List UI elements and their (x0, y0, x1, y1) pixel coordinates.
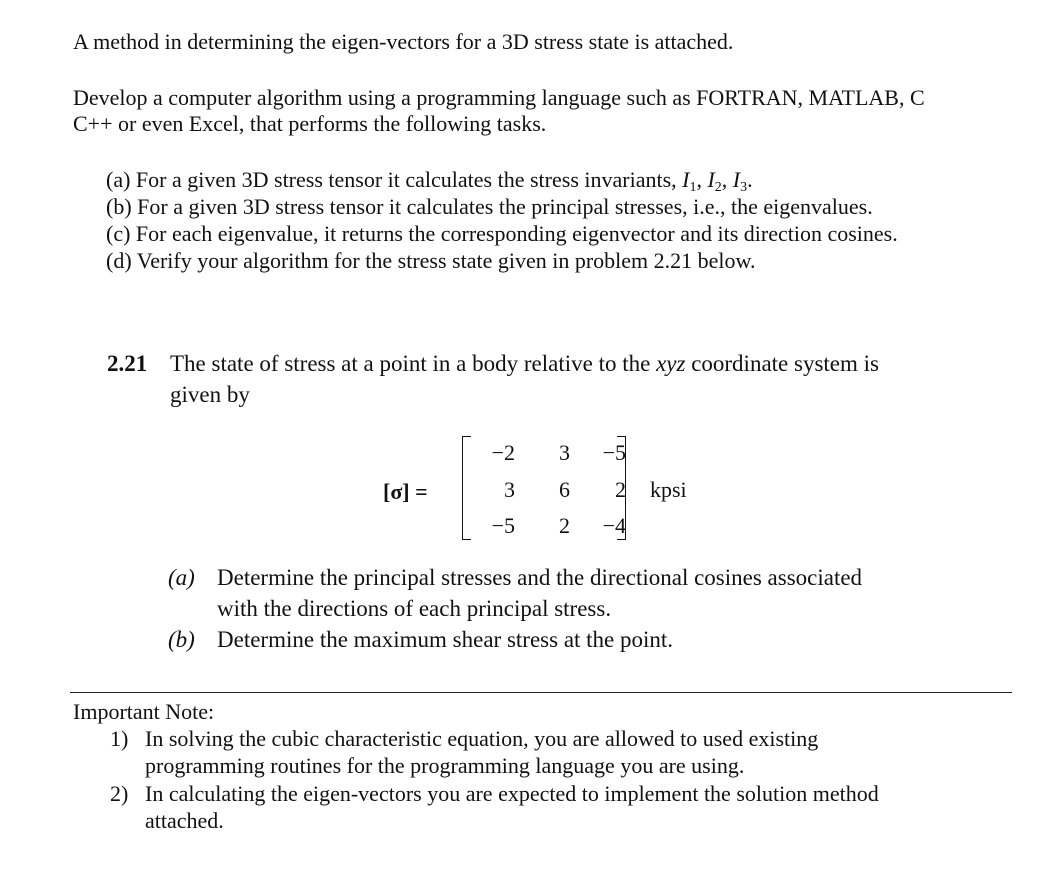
matrix-cell: 3 (504, 477, 515, 502)
note-item-2-line-2: attached. (145, 808, 224, 833)
problem-number: 2.21 (107, 351, 148, 376)
invariant-i2-sub: 2 (714, 180, 722, 195)
develop-line-2: C++ or even Excel, that performs the following tasks. (73, 111, 547, 136)
problem-text-var: xyz (656, 351, 686, 376)
problem-text-line-1 (170, 350, 879, 377)
matrix-cell: 3 (559, 440, 570, 465)
task-a-text: For a given 3D stress tensor it calculates the stress invariants, (135, 167, 683, 192)
invariant-sep-1: , (696, 167, 708, 192)
invariant-sep-2: , (721, 167, 733, 192)
task-b (106, 194, 873, 220)
intro-text: A method in determining the eigen-vectors for a 3D stress state is attached. (73, 29, 734, 54)
part-b-line-1: Determine the maximum shear stress at the point. (217, 627, 674, 652)
problem-text-post: coordinate system is (685, 351, 879, 376)
problem-text-line-2: given by (170, 382, 250, 407)
matrix-left-bracket (462, 436, 471, 540)
task-b-text: For a given 3D stress tensor it calculates the principal stresses, i.e., the eigenvalues. (137, 194, 873, 219)
matrix-cell: −2 (491, 440, 515, 465)
task-d-text: Verify your algorithm for the stress state given in problem 2.21 below. (136, 248, 756, 273)
part-a-label: (a) (168, 565, 195, 590)
task-c-label: (c) (106, 221, 131, 246)
note-item-2-num: 2) (110, 781, 129, 806)
problem-part-a (168, 564, 195, 591)
matrix-cell: 2 (559, 513, 570, 538)
note-heading: Important Note: (73, 699, 215, 724)
invariant-period: . (747, 167, 753, 192)
invariant-i1: I (682, 167, 690, 192)
task-a-label: (a) (106, 167, 131, 192)
task-c (106, 221, 898, 247)
invariant-i3: I (732, 167, 741, 192)
invariant-i2: I (707, 167, 715, 192)
task-d-label: (d) (106, 248, 132, 273)
task-b-label: (b) (106, 194, 132, 219)
problem-text-pre: The state of stress at a point in a body relative to the (170, 351, 657, 376)
matrix-cell: −5 (491, 513, 515, 538)
section-divider (70, 692, 1012, 693)
note-item-1-line-1: In solving the cubic characteristic equation, you are allowed to used existing (145, 726, 819, 751)
sigma-symbol: [σ] = (383, 479, 428, 504)
note-item-1-line-2: programming routines for the programming language you are using. (145, 753, 745, 778)
part-b-label: (b) (168, 627, 195, 652)
task-c-text: For each eigenvalue, it returns the corresponding eigenvector and its direction cosines. (135, 221, 898, 246)
part-a-line-2: with the directions of each principal stress. (217, 596, 612, 621)
part-a-line-1: Determine the principal stresses and the directional cosines associated (217, 565, 863, 590)
problem-part-b (168, 626, 195, 653)
invariant-i1-sub: 1 (689, 180, 697, 195)
task-d (106, 248, 755, 274)
unit-label: kpsi (650, 477, 687, 502)
note-item-2-line-1: In calculating the eigen-vectors you are expected to implement the solution method (145, 781, 879, 806)
develop-line-1: Develop a computer algorithm using a programming language such as FORTRAN, MATLAB, C (73, 85, 925, 110)
matrix-label (383, 479, 428, 505)
invariant-i3-sub: 3 (740, 180, 748, 195)
matrix-cell: −4 (602, 513, 626, 538)
matrix-cell: 6 (559, 477, 570, 502)
matrix-cell: −5 (602, 440, 626, 465)
note-item-1-num: 1) (110, 726, 129, 751)
matrix-cell: 2 (615, 477, 626, 502)
